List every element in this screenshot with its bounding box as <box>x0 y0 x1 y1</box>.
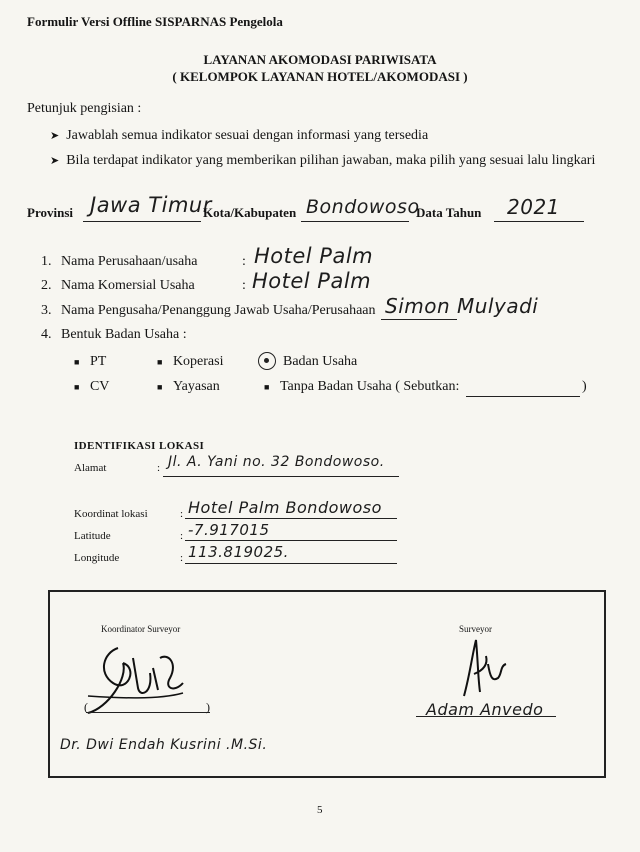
provinsi-label: Provinsi <box>27 205 73 220</box>
penanggung-jawab-underline <box>381 319 457 320</box>
page-number: 5 <box>317 804 323 816</box>
alamat-label: Alamat <box>74 462 107 474</box>
question-label: Bentuk Badan Usaha : <box>61 327 187 342</box>
sub-title: ( KELOMPOK LAYANAN HOTEL/AKOMODASI ) <box>172 69 468 84</box>
question-number: 3. <box>41 303 52 318</box>
surveyor-label: Surveyor <box>459 624 492 634</box>
kota-label: Kota/Kabupaten <box>203 205 297 220</box>
kota-value[interactable]: Bondowoso <box>306 196 420 218</box>
alamat-underline <box>163 476 399 477</box>
coordinator-name: Dr. Dwi Endah Kusrini .M.Si. <box>60 737 268 753</box>
question-label: Nama Komersial Usaha <box>61 278 195 293</box>
identifikasi-heading: IDENTIFIKASI LOKASI <box>74 440 205 452</box>
provinsi-underline <box>83 221 201 222</box>
arrow-bullet-icon: ➤ <box>50 130 60 142</box>
koordinat-value[interactable]: Hotel Palm Bondowoso <box>188 498 382 517</box>
question-number: 4. <box>41 327 52 342</box>
surveyor-name: Adam Anvedo <box>426 700 544 719</box>
sebutkan-underline <box>466 396 580 397</box>
paren-open: ( <box>84 700 88 714</box>
instructions-heading: Petunjuk pengisian : <box>27 101 142 116</box>
question-label: Nama Perusahaan/usaha <box>61 254 198 269</box>
provinsi-value[interactable]: Jawa Timur <box>90 193 212 217</box>
alamat-value[interactable]: Jl. A. Yani no. 32 Bondowoso. <box>168 454 385 470</box>
surveyor-signature-line <box>416 716 556 717</box>
sebutkan-close-paren: ) <box>582 379 587 394</box>
selected-circle-icon <box>258 352 276 370</box>
nama-perusahaan-value[interactable]: Hotel Palm <box>254 244 374 268</box>
option-cv[interactable]: ■ CV <box>74 379 110 394</box>
square-bullet-icon: ■ <box>157 357 163 367</box>
arrow-bullet-icon: ➤ <box>50 155 60 167</box>
square-bullet-icon: ■ <box>74 382 80 392</box>
form-title: Formulir Versi Offline SISPARNAS Pengelola <box>27 14 283 29</box>
colon: : <box>157 462 161 474</box>
tahun-underline <box>494 221 584 222</box>
tahun-label: Data Tahun <box>416 205 482 220</box>
question-colon: : <box>242 278 246 293</box>
latitude-label: Latitude <box>74 530 111 542</box>
nama-komersial-value[interactable]: Hotel Palm <box>252 269 372 293</box>
longitude-label: Longitude <box>74 552 120 564</box>
koordinat-underline <box>185 518 397 519</box>
tahun-value[interactable]: 2021 <box>507 195 560 219</box>
question-number: 2. <box>41 278 52 293</box>
colon: : <box>180 508 184 520</box>
coordinator-signature-line <box>86 712 210 713</box>
latitude-underline <box>185 540 397 541</box>
question-label: Nama Pengusaha/Penanggung Jawab Usaha/Perusahaan <box>61 303 376 318</box>
kota-underline <box>301 221 409 222</box>
penanggung-jawab-value[interactable]: Simon Mulyadi <box>385 294 539 318</box>
question-number: 1. <box>41 254 52 269</box>
colon: : <box>180 530 184 542</box>
option-tanpa-badan-usaha[interactable]: ■ Tanpa Badan Usaha ( Sebutkan: <box>264 379 460 394</box>
paren-close: ) <box>206 700 210 714</box>
option-pt[interactable]: ■ PT <box>74 354 107 369</box>
square-bullet-icon: ■ <box>264 382 270 392</box>
square-bullet-icon: ■ <box>74 357 80 367</box>
option-badan-usaha[interactable]: Badan Usaha <box>283 354 358 369</box>
instruction-item: ➤ Bila terdapat indikator yang memberikan pilihan jawaban, maka pilih yang sesuai lalu lingkari <box>50 153 596 168</box>
question-colon: : <box>242 254 246 269</box>
option-koperasi[interactable]: ■ Koperasi <box>157 354 224 369</box>
longitude-value[interactable]: 113.819025. <box>188 543 289 561</box>
koordinat-label: Koordinat lokasi <box>74 508 148 520</box>
colon: : <box>180 552 184 564</box>
surveyor-signature <box>452 634 512 706</box>
coordinator-label: Koordinator Surveyor <box>101 624 181 634</box>
option-yayasan[interactable]: ■ Yayasan <box>157 379 220 394</box>
square-bullet-icon: ■ <box>157 382 163 392</box>
longitude-underline <box>185 563 397 564</box>
latitude-value[interactable]: -7.917015 <box>188 521 270 539</box>
main-title: LAYANAN AKOMODASI PARIWISATA <box>203 52 437 67</box>
instruction-item: ➤ Jawablah semua indikator sesuai dengan informasi yang tersedia <box>50 128 429 143</box>
